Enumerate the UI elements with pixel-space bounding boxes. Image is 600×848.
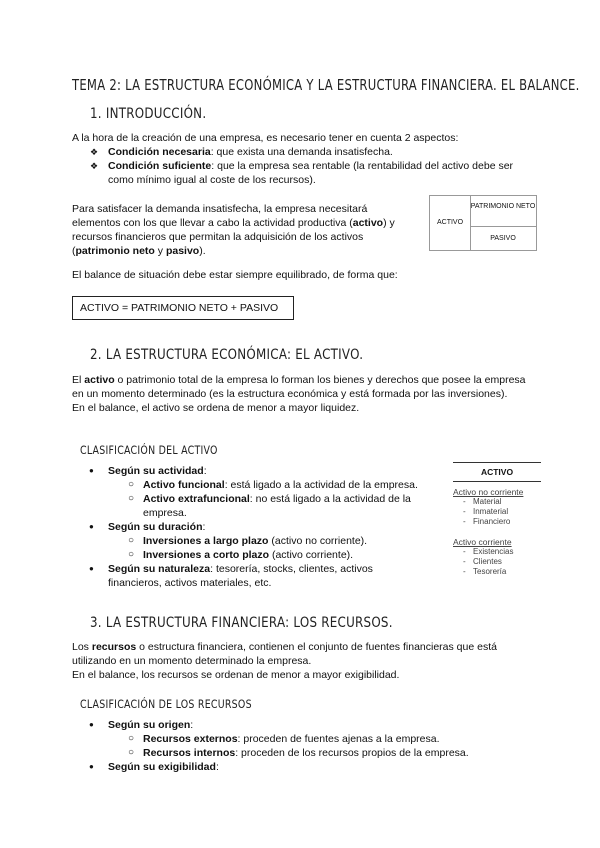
recursos-intro	[72, 640, 532, 682]
activo-panel-title: ACTIVO	[453, 462, 541, 482]
activo-intro	[72, 373, 532, 415]
list-item: ● Según su duración:	[72, 520, 442, 534]
activo-classification-list	[72, 464, 442, 590]
list-item: ○ Activo extrafuncional: no está ligado a la actividad de la empresa.	[72, 492, 442, 520]
section-1-heading: 1. INTRODUCCIÓN.	[90, 106, 207, 122]
recursos-classification-list	[72, 718, 532, 774]
intro-text: A la hora de la creación de una empresa, es necesario tener en cuenta 2 aspectos:	[72, 132, 459, 144]
list-item: - Inmaterial	[453, 507, 541, 517]
list-item: ● Según su origen:	[72, 718, 532, 732]
activo-panel	[453, 462, 541, 577]
balance-pasivo-cell: PASIVO	[490, 235, 516, 242]
list-item: ○ Activo funcional: está ligado a la actividad de la empresa.	[72, 478, 442, 492]
recursos-definition: Los recursos o estructura financiera, contienen el conjunto de fuentes financieras que está utilizando en un momento determinado la empresa.	[72, 641, 497, 667]
recursos-classification-heading: CLASIFICACIÓN DE LOS RECURSOS	[80, 697, 252, 711]
list-item: ○ Recursos internos: proceden de los recursos propios de la empresa.	[72, 746, 532, 760]
list-item: - Clientes	[453, 557, 541, 567]
paragraph-equilibrio: El balance de situación debe estar siempre equilibrado, de forma que:	[72, 269, 398, 281]
list-item: - Existencias	[453, 547, 541, 557]
list-item: - Financiero	[453, 517, 541, 527]
list-item: ● Según su exigibilidad:	[72, 760, 532, 774]
activo-classification-heading: CLASIFICACIÓN DEL ACTIVO	[80, 443, 218, 457]
list-item: ○ Inversiones a largo plazo (activo no corriente).	[72, 534, 442, 548]
section-2-heading: 2. LA ESTRUCTURA ECONÓMICA: EL ACTIVO.	[90, 347, 364, 363]
section-3-heading: 3. LA ESTRUCTURA FINANCIERA: LOS RECURSOS.	[90, 615, 393, 631]
condition-necesaria: ❖ Condición necesaria: que exista una demanda insatisfecha.	[72, 145, 532, 159]
list-item: ○ Inversiones a corto plazo (activo corriente).	[72, 548, 442, 562]
balance-diagram	[429, 195, 537, 251]
activo-corriente-label: Activo corriente	[453, 537, 512, 547]
balance-pn-cell: PATRIMONIO NETO	[470, 196, 536, 227]
balance-activo-cell: ACTIVO	[430, 196, 471, 250]
activo-no-corriente-label: Activo no corriente	[453, 487, 524, 497]
paragraph-demanda: Para satisfacer la demanda insatisfecha, la empresa necesitará elementos con los que llevar a cabo la actividad productiva (activo) y recursos financieros que permitan la adquisición de los activos (patrimonio neto y pasivo).	[72, 203, 395, 257]
list-item: ● Según su naturaleza: tesorería, stocks, clientes, activos financieros, activos materiales, etc.	[72, 562, 408, 590]
list-item: - Material	[453, 497, 541, 507]
list-item: - Tesorería	[453, 567, 541, 577]
list-item: ● Según su actividad:	[72, 464, 442, 478]
intro-block	[72, 131, 532, 187]
recursos-order: En el balance, los recursos se ordenan de menor a mayor exigibilidad.	[72, 669, 400, 681]
activo-order: En el balance, el activo se ordena de menor a mayor liquidez.	[72, 402, 360, 414]
condition-suficiente: ❖ Condición suficiente: que la empresa sea rentable (la rentabilidad del activo debe ser como mínimo igual al coste de los recursos).	[72, 159, 532, 187]
conditions-list	[72, 145, 532, 187]
document-title: TEMA 2: LA ESTRUCTURA ECONÓMICA Y LA ESTRUCTURA FINANCIERA. EL BALANCE.	[72, 76, 580, 94]
balance-formula: ACTIVO = PATRIMONIO NETO + PASIVO	[72, 296, 294, 320]
list-item: ○ Recursos externos: proceden de fuentes ajenas a la empresa.	[72, 732, 532, 746]
activo-definition: El activo o patrimonio total de la empresa lo forman los bienes y derechos que posee la empresa en un momento determinado (es la estructura económica y está formada por las inversiones).	[72, 374, 526, 400]
